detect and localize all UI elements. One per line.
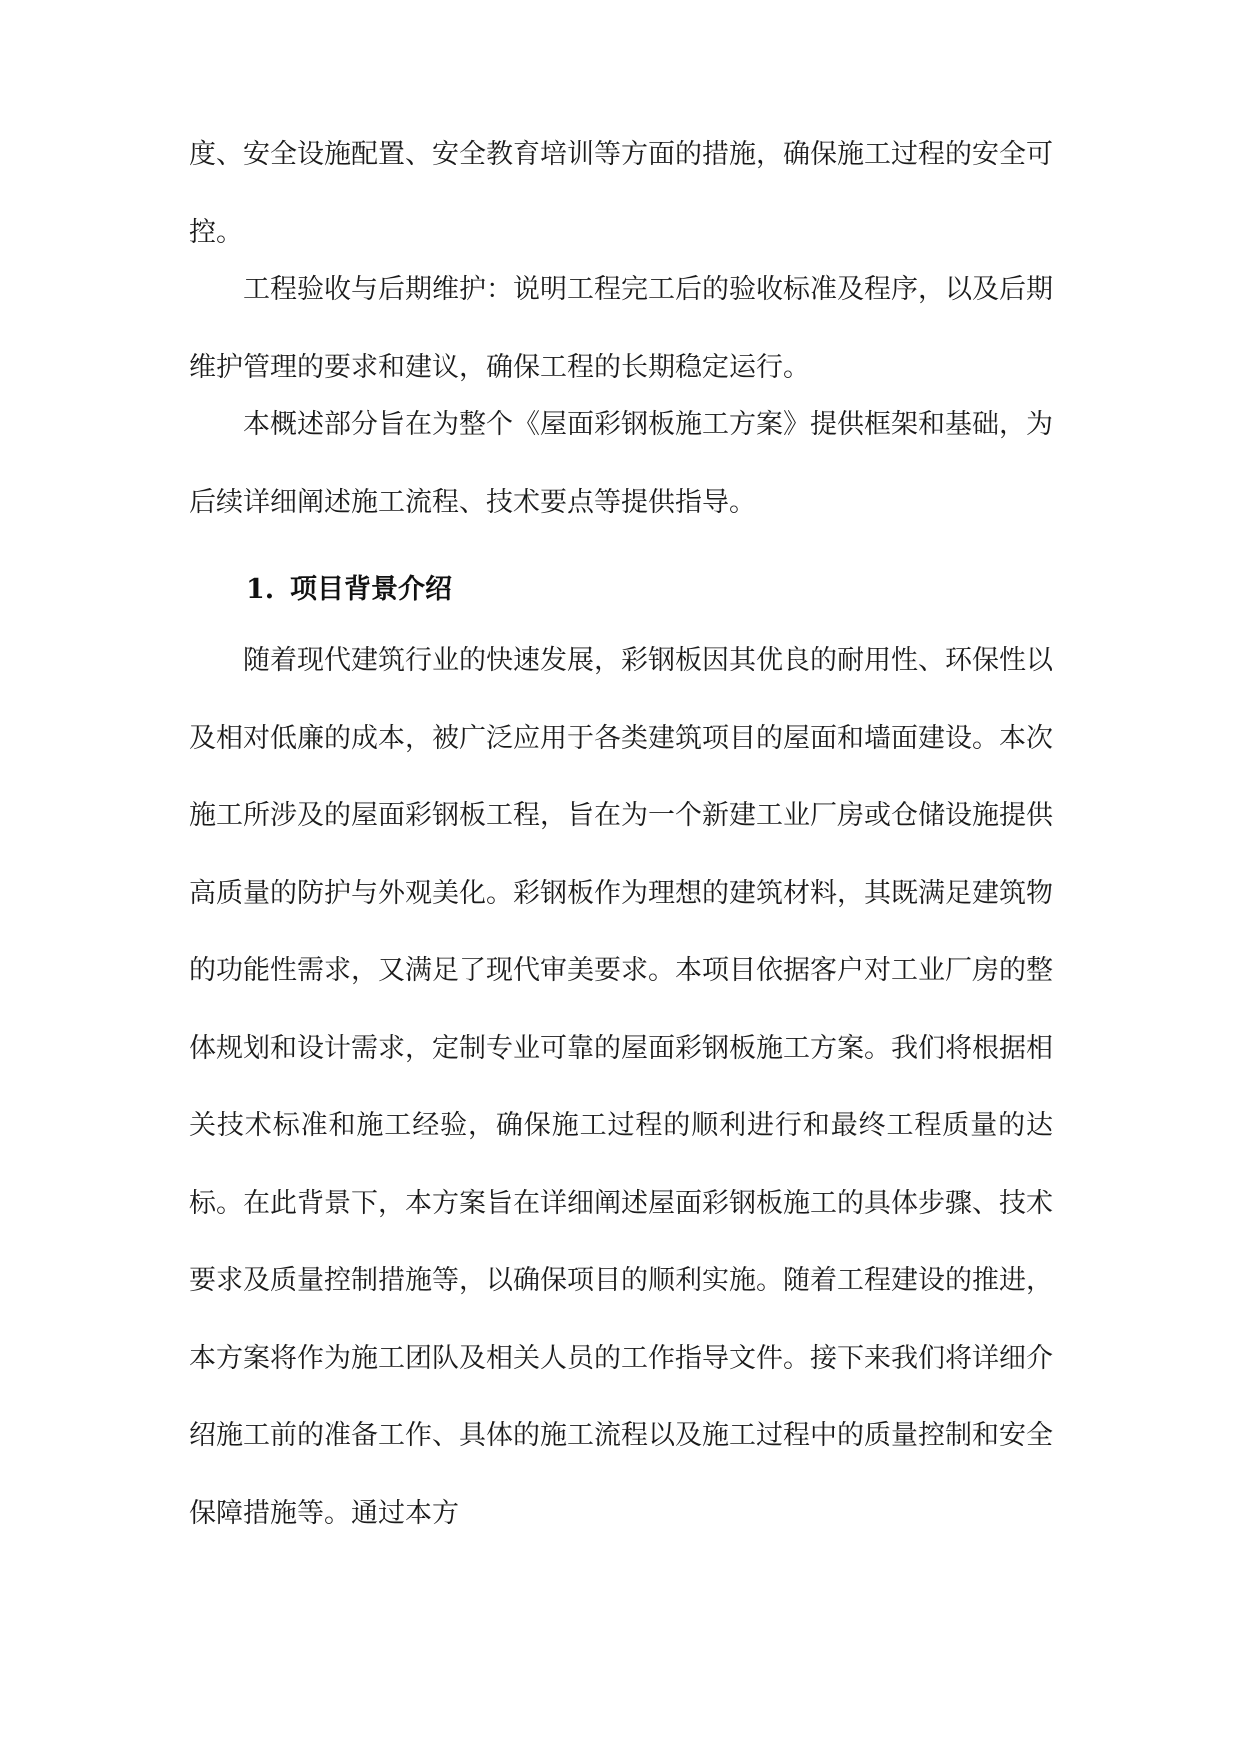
section-number: 1. <box>246 574 275 605</box>
section-title: 项目背景介绍 <box>290 574 452 605</box>
paragraph-continuation: 度、安全设施配置、安全教育培训等方面的措施，确保施工过程的安全可控。 <box>189 139 1053 248</box>
section-heading <box>246 570 452 610</box>
paragraph-project-background: 随着现代建筑行业的快速发展，彩钢板因其优良的耐用性、环保性以及相对低廉的成本，被广泛应用于各类建筑项目的屋面和墙面建设。本次施工所涉及的屋面彩钢板工程，旨在为一个新建工业厂房或仓储设施提供高质量的防护与外观美化。彩钢板作为理想的建筑材料，其既满足建筑物的功能性需求，又满足了现代审美要求。本项目依据客户对工业厂房的整体规划和设计需求，定制专业可靠的屋面彩钢板施工方案。我们将根据相关技术标准和施工经验，确保施工过程的顺利进行和最终工程质量的达标。在此背景下，本方案旨在详细阐述屋面彩钢板施工的具体步骤、技术要求及质量控制措施等，以确保项目的顺利实施。随着工程建设的推进，本方案将作为施工团队及相关人员的工作指导文件。接下来我们将详细介绍施工前的准备工作、具体的施工流程以及施工过程中的质量控制和安全保障措施等。通过本方 <box>189 645 1053 1529</box>
paragraph-acceptance-maintenance: 工程验收与后期维护：说明工程完工后的验收标准及程序，以及后期维护管理的要求和建议，确保工程的长期稳定运行。 <box>189 274 1053 383</box>
paragraph-overview-summary: 本概述部分旨在为整个《屋面彩钢板施工方案》提供框架和基础，为后续详细阐述施工流程、技术要点等提供指导。 <box>189 409 1053 518</box>
